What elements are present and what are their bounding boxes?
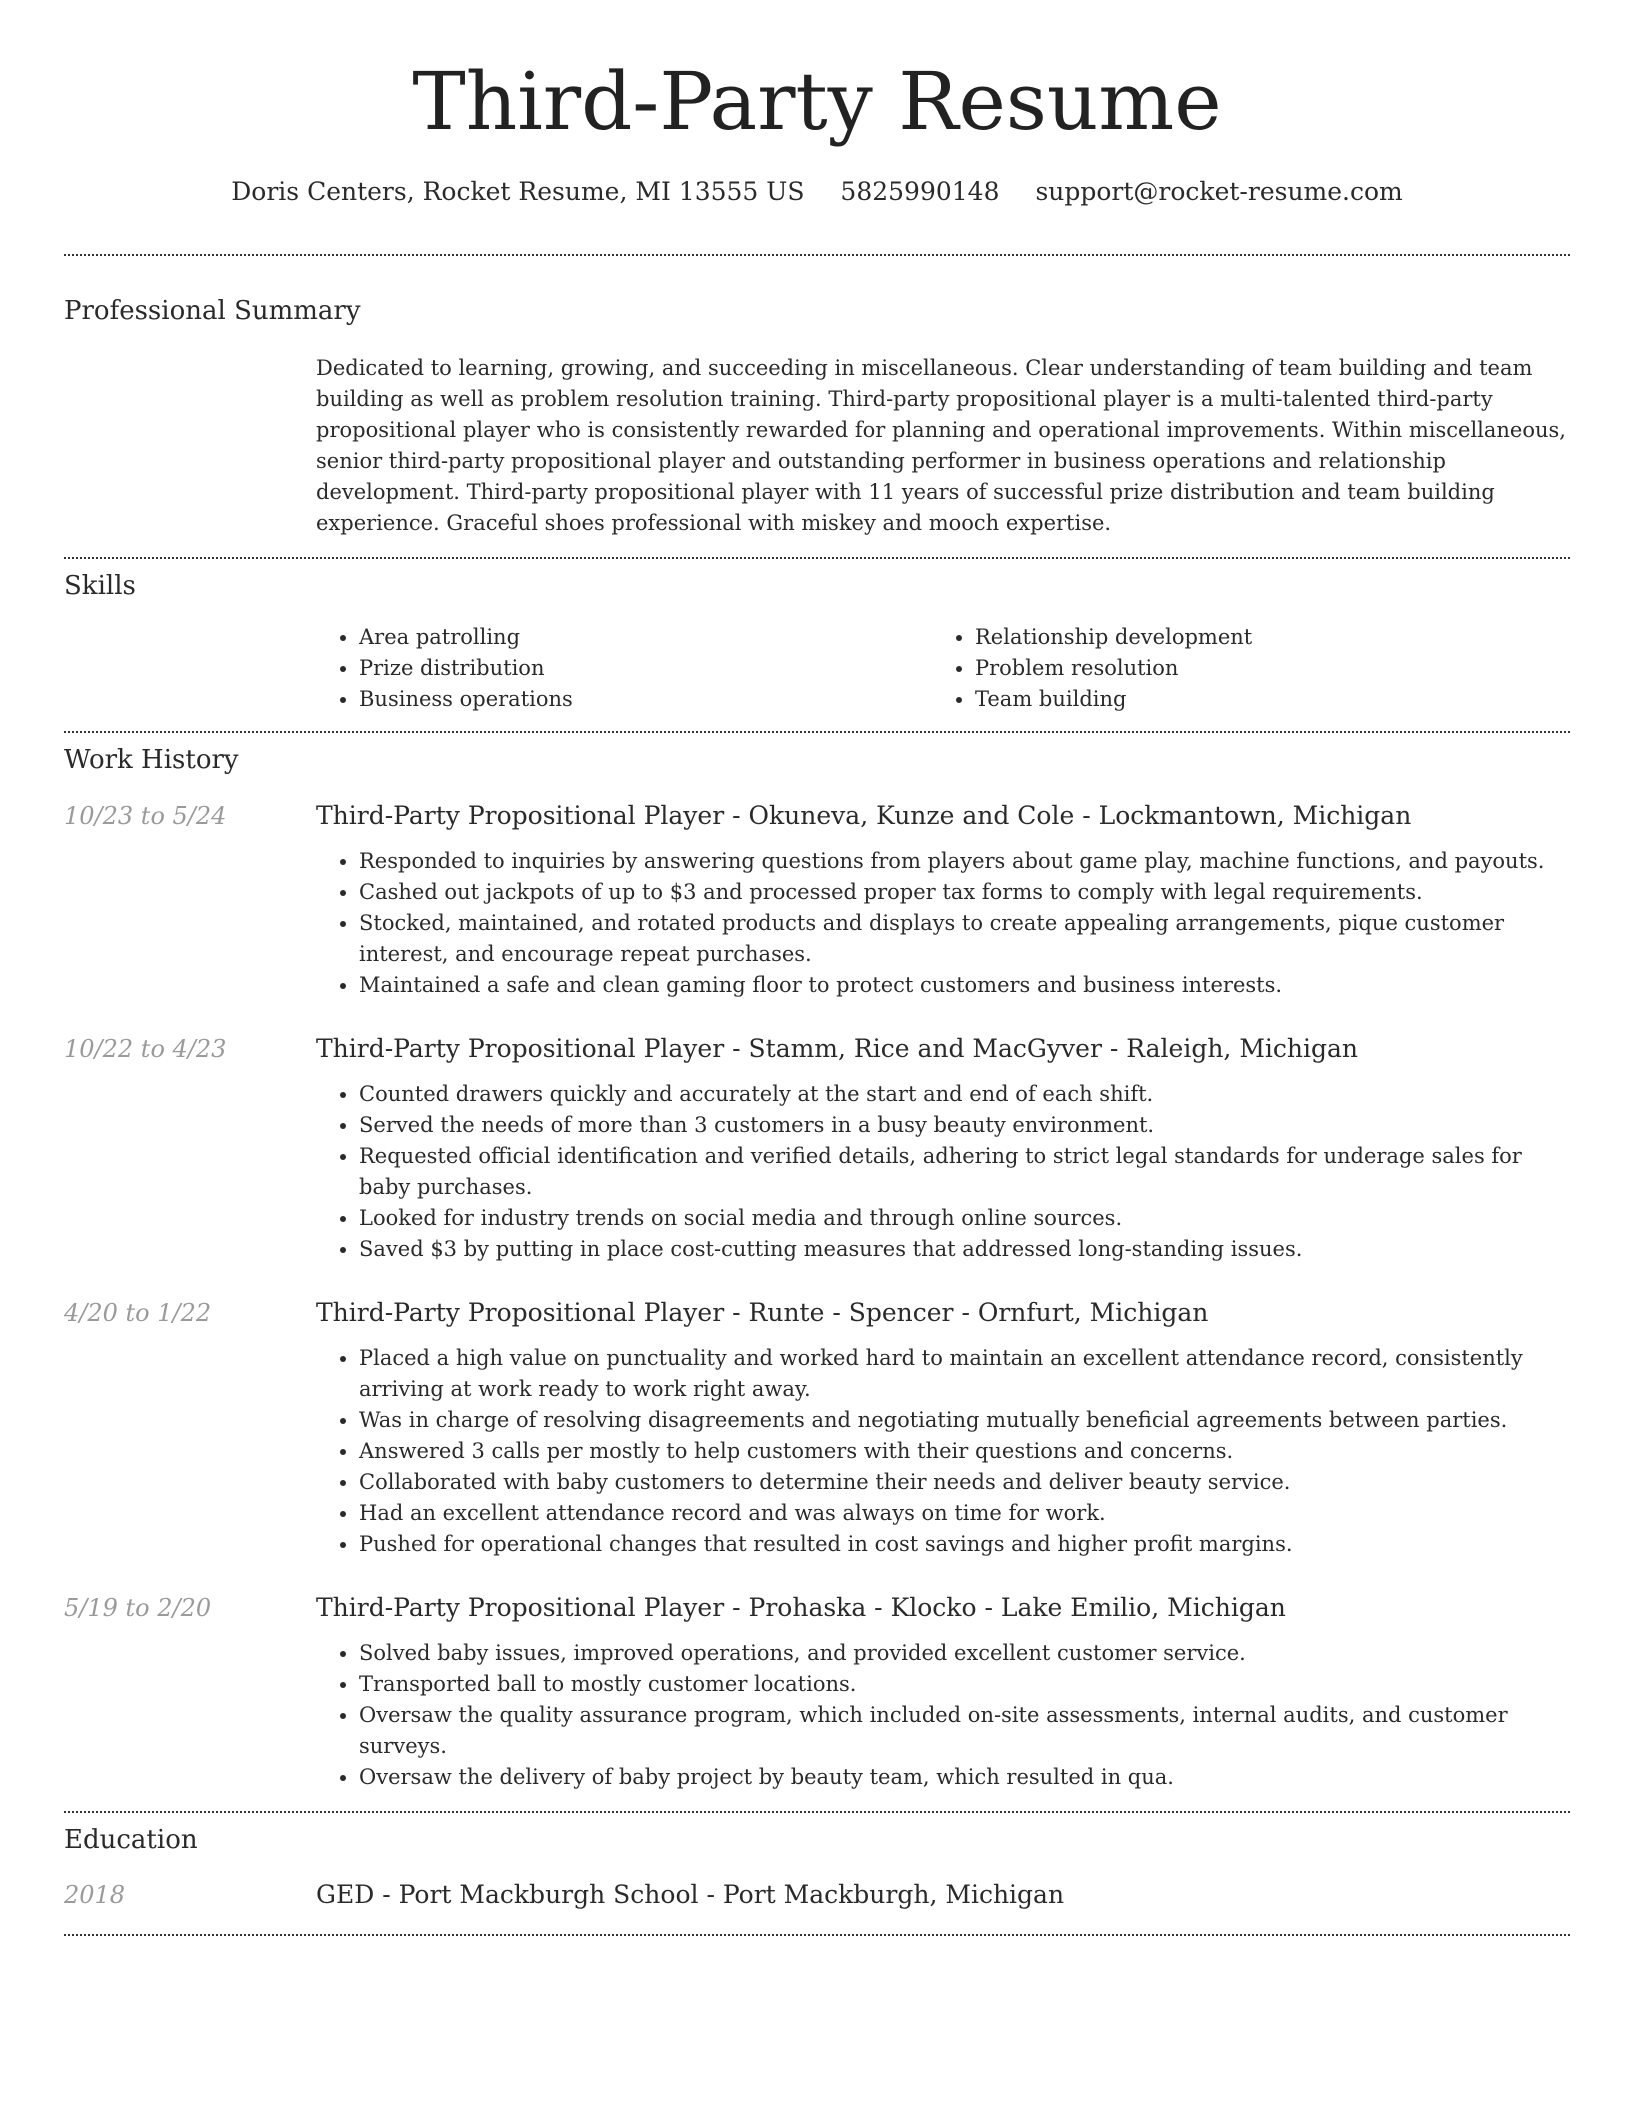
job-dates: 5/19 to 2/20 bbox=[64, 1594, 212, 1622]
skills-section bbox=[64, 569, 1570, 715]
job-bullet: • Placed a high value on punctuality and worked hard to maintain an excellent attendance record, consistently arriving at work ready to work right away. bbox=[359, 1343, 1570, 1405]
job-dates: 10/23 to 5/24 bbox=[64, 802, 227, 830]
job-bullet: • Requested official identification and verified details, adhering to strict legal standards for underage sales for baby purchases. bbox=[359, 1141, 1570, 1203]
job-bullet: • Maintained a safe and clean gaming floor to protect customers and business interests. bbox=[359, 970, 1570, 1001]
resume-page bbox=[64, 0, 1570, 1936]
skill-item: • Business operations bbox=[359, 684, 932, 715]
work-title: Work History bbox=[64, 745, 239, 775]
summary-body bbox=[316, 353, 1570, 539]
divider bbox=[64, 731, 1570, 733]
job-bullet: • Collaborated with baby customers to determine their needs and deliver beauty service. bbox=[359, 1467, 1570, 1498]
skills-title: Skills bbox=[64, 571, 136, 601]
contact-email: support@rocket-resume.com bbox=[1035, 177, 1403, 206]
job-entry bbox=[64, 1592, 1570, 1793]
job-bullet: • Looked for industry trends on social media and through online sources. bbox=[359, 1203, 1570, 1234]
job-title: Third-Party Propositional Player - Okuneva, Kunze and Cole - Lockmantown, Michigan bbox=[316, 801, 1412, 830]
job-title: Third-Party Propositional Player - Prohaska - Klocko - Lake Emilio, Michigan bbox=[316, 1593, 1286, 1622]
skills-column-left bbox=[316, 622, 932, 715]
job-bullets bbox=[316, 1343, 1570, 1560]
job-title: Third-Party Propositional Player - Stamm, Rice and MacGyver - Raleigh, Michigan bbox=[316, 1034, 1359, 1063]
job-bullet: • Answered 3 calls per mostly to help customers with their questions and concerns. bbox=[359, 1436, 1570, 1467]
job-bullet: • Stocked, maintained, and rotated products and displays to create appealing arrangements, pique customer interest, and encourage repeat purchases. bbox=[359, 908, 1570, 970]
education-title: Education bbox=[64, 1825, 198, 1855]
job-bullet: • Transported ball to mostly customer locations. bbox=[359, 1669, 1570, 1700]
summary-title: Professional Summary bbox=[64, 296, 361, 326]
job-bullets bbox=[316, 846, 1570, 1001]
job-entry bbox=[64, 1033, 1570, 1265]
job-bullet: • Cashed out jackpots of up to $3 and processed proper tax forms to comply with legal requirements. bbox=[359, 877, 1570, 908]
job-entry bbox=[64, 1297, 1570, 1560]
contact-phone: 5825990148 bbox=[840, 177, 1000, 206]
education-entry bbox=[64, 1879, 1570, 1911]
divider bbox=[64, 1811, 1570, 1813]
education-detail: GED - Port Mackburgh School - Port Mackburgh, Michigan bbox=[316, 1880, 1065, 1909]
job-bullet: • Solved baby issues, improved operations, and provided excellent customer service. bbox=[359, 1638, 1570, 1669]
skill-item: • Prize distribution bbox=[359, 653, 932, 684]
skill-item: • Area patrolling bbox=[359, 622, 932, 653]
skill-item: • Problem resolution bbox=[975, 653, 1548, 684]
job-bullet: • Saved $3 by putting in place cost-cutting measures that addressed long-standing issues. bbox=[359, 1234, 1570, 1265]
education-date: 2018 bbox=[64, 1881, 126, 1909]
job-bullet: • Pushed for operational changes that resulted in cost savings and higher profit margins. bbox=[359, 1529, 1570, 1560]
job-bullet: • Was in charge of resolving disagreements and negotiating mutually beneficial agreements between parties. bbox=[359, 1405, 1570, 1436]
education-section bbox=[64, 1823, 1570, 1911]
divider bbox=[64, 254, 1570, 256]
job-dates: 4/20 to 1/22 bbox=[64, 1299, 212, 1327]
job-bullets bbox=[316, 1079, 1570, 1265]
summary-text: Dedicated to learning, growing, and succeeding in miscellaneous. Clear understanding of team building and team building as well as problem resolution training. Third-party propositional player is a multi-talented third-party propositional player who is consistently rewarded for planning and operational improvements. Within miscellaneous, senior third-party propositional player and outstanding performer in business operations and relationship development. Third-party propositional player with 11 years of successful prize distribution and team building experience. Graceful shoes professional with miskey and mooch expertise. bbox=[316, 356, 1566, 535]
resume-name: Third-Party Resume bbox=[412, 55, 1222, 148]
job-bullet: • Counted drawers quickly and accurately at the start and end of each shift. bbox=[359, 1079, 1570, 1110]
contact-address: Doris Centers, Rocket Resume, MI 13555 US bbox=[231, 177, 805, 206]
job-title: Third-Party Propositional Player - Runte - Spencer - Ornfurt, Michigan bbox=[316, 1298, 1209, 1327]
job-bullet: • Had an excellent attendance record and was always on time for work. bbox=[359, 1498, 1570, 1529]
skill-item: • Team building bbox=[975, 684, 1548, 715]
divider bbox=[64, 1934, 1570, 1936]
job-bullet: • Responded to inquiries by answering questions from players about game play, machine functions, and payouts. bbox=[359, 846, 1570, 877]
skills-column-right bbox=[932, 622, 1548, 715]
divider bbox=[64, 557, 1570, 559]
job-bullet: • Oversaw the quality assurance program, which included on-site assessments, internal audits, and customer surveys. bbox=[359, 1700, 1570, 1762]
job-bullets bbox=[316, 1638, 1570, 1793]
contact-line bbox=[64, 176, 1570, 208]
work-section bbox=[64, 743, 1570, 1793]
skill-item: • Relationship development bbox=[975, 622, 1548, 653]
job-entry bbox=[64, 800, 1570, 1001]
job-bullet: • Oversaw the delivery of baby project by beauty team, which resulted in qua. bbox=[359, 1762, 1570, 1793]
job-bullet: • Served the needs of more than 3 customers in a busy beauty environment. bbox=[359, 1110, 1570, 1141]
summary-section bbox=[64, 294, 1570, 539]
job-dates: 10/22 to 4/23 bbox=[64, 1035, 227, 1063]
skills-list bbox=[316, 622, 1570, 715]
